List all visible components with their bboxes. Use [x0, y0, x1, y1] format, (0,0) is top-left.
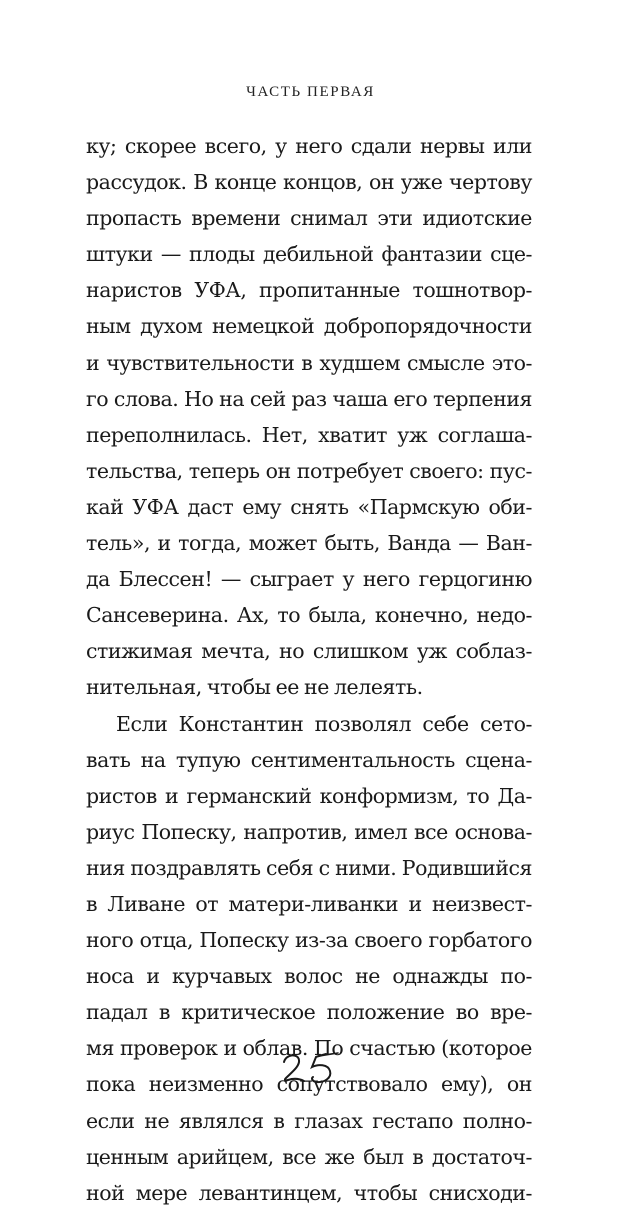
page-number-handwritten — [276, 1048, 346, 1088]
text-line: рассудок. В конце концов, он уже чертову — [86, 170, 532, 195]
text-line: да Блессен! — сыграет у него герцогиню — [86, 567, 532, 592]
text-line: ристов и германский конформизм, то Да- — [86, 783, 532, 808]
text-line: Сансеверина. Ах, то была, конечно, недо- — [86, 603, 532, 628]
text-line: пока неизменно сопутствовало ему), он — [86, 1072, 532, 1097]
text-line: го слова. Но на сей раз чаша его терпения — [86, 386, 532, 411]
text-line: кай УФА даст ему снять «Пармскую оби- — [86, 494, 532, 519]
text-line: штуки — плоды дебильной фантазии сце- — [86, 242, 532, 267]
text-line: тельства, теперь он потребует своего: пус- — [86, 458, 532, 483]
text-line: мя проверок и облав. По счастью (которое — [86, 1036, 532, 1061]
text-line: пропасть времени снимал эти идиотские — [86, 206, 532, 231]
text-line: стижимая мечта, но слишком уж соблаз- — [86, 639, 532, 664]
text-line: ного отца, Попеску из-за своего горбатого — [86, 928, 532, 953]
page-number — [0, 1048, 621, 1092]
text-line: ценным арийцем, все же был в достаточ- — [86, 1144, 532, 1169]
text-line: наристов УФА, пропитанные тошнотвор- — [86, 278, 532, 303]
text-line: если не являлся в глазах гестапо полно- — [86, 1108, 532, 1133]
text-line: риус Попеску, напротив, имел все основа- — [86, 819, 532, 844]
text-line: нительная, чтобы ее не лелеять. — [86, 675, 423, 700]
text-line: тель», и тогда, может быть, Ванда — Ван- — [86, 531, 532, 556]
text-line: вать на тупую сентиментальность сцена- — [86, 747, 532, 772]
text-line: ку; скорее всего, у него сдали нервы или — [86, 134, 532, 158]
text-line: ным духом немецкой добропорядочности — [86, 314, 532, 339]
text-line: носа и курчавых волос не однажды по- — [86, 964, 532, 989]
running-head: ЧАСТЬ ПЕРВАЯ — [246, 84, 375, 100]
text-line: Если Константин позволял себе сето- — [116, 711, 532, 736]
text-line: ной мере левантинцем, чтобы снисходи- — [86, 1180, 532, 1205]
text-line: падал в критическое положение во вре- — [86, 1000, 532, 1025]
text-line: переполнилась. Нет, хватит уж соглаша- — [86, 422, 532, 447]
text-line: и чувствительности в худшем смысле это- — [86, 350, 532, 375]
text-line: ния поздравлять себя с ними. Родившийся — [86, 855, 532, 880]
text-line: в Ливане от матери-ливанки и неизвест- — [86, 891, 532, 916]
